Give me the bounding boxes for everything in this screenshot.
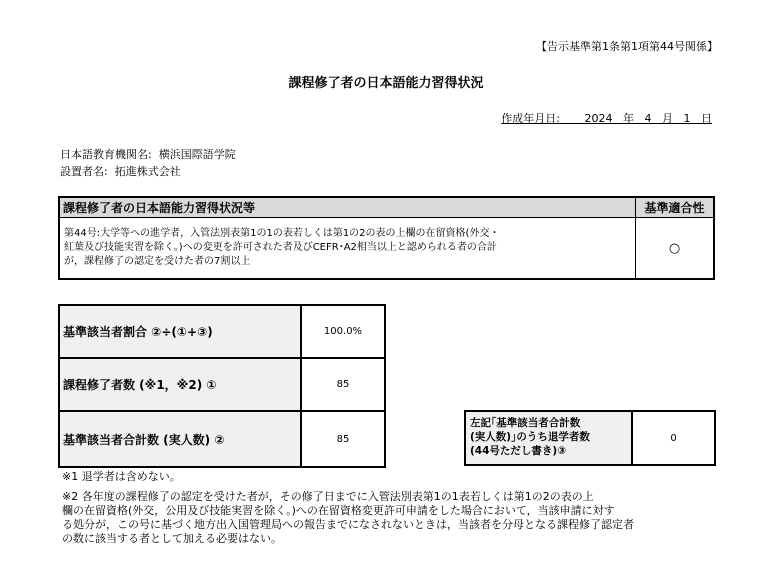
status-table-header: 課程修了者の日本語能力習得状況等 bbox=[59, 197, 636, 218]
date-year-unit: 年 bbox=[623, 112, 634, 125]
withdrawn-label bbox=[466, 412, 631, 464]
date-month-unit: 月 bbox=[662, 112, 673, 125]
ratio-label: 基準該当者割合 ②÷(①+③) bbox=[60, 306, 300, 357]
regulation-reference: 【告示基準第1条第1項第44号関係】 bbox=[536, 40, 718, 53]
date-label: 作成年月日: bbox=[501, 112, 561, 125]
criterion-line: 紅葉及び技能実習を除く。)への変更を許可された者及びCEFR･A2相当以上と認められる者の合計 bbox=[64, 242, 497, 253]
status-table bbox=[58, 196, 715, 280]
note-2 bbox=[62, 490, 712, 546]
creation-date bbox=[420, 110, 712, 126]
date-month: 4 bbox=[644, 112, 652, 125]
criterion-line: が，課程修了の認定を受けた者の7割以上 bbox=[64, 256, 251, 267]
founder-name: 拓進株式会社 bbox=[114, 165, 181, 178]
completers-label: 課程修了者数 (※1，※2) ① bbox=[60, 359, 300, 410]
criterion-line: 第44号:大学等への進学者，入管法別表第1の1の表若しくは第1の2の表の上欄の在留資格(外交・ bbox=[64, 228, 500, 239]
institution-label: 日本語教育機関名: bbox=[60, 148, 152, 161]
qualified-value: 85 bbox=[336, 433, 350, 445]
date-day-unit: 日 bbox=[701, 112, 712, 125]
compliance-mark: ○ bbox=[636, 218, 715, 280]
note-2-line: ※2 各年度の課程修了の認定を受けた者が，その修了日までに入管法別表第1の1表若しくは第1の2の表の上 bbox=[62, 490, 594, 503]
withdrawn-label-line: 左記｢基準該当者合計数 bbox=[470, 417, 581, 429]
withdrawn-value: 0 bbox=[670, 432, 677, 444]
ratio-value: 100.0% bbox=[323, 326, 363, 337]
note-1: ※1 退学者は含めない。 bbox=[62, 470, 181, 483]
date-year: 2024 bbox=[584, 112, 613, 125]
criterion-text bbox=[59, 218, 636, 280]
founder-label: 設置者名: bbox=[60, 165, 108, 178]
institution-name: 横浜国際語学院 bbox=[158, 148, 236, 161]
withdrawn-label-line: (44号ただし書き)③ bbox=[470, 445, 567, 457]
withdrawn-label-line: (実人数)｣のうち退学者数 bbox=[470, 431, 590, 443]
compliance-header: 基準適合性 bbox=[636, 197, 715, 218]
note-2-line: の数に該当する者として加える必要はない。 bbox=[62, 532, 282, 545]
note-2-line: 欄の在留資格(外交，公用及び技能実習を除く。)への在留資格変更許可申請をした場合において，当該申請に対す bbox=[62, 504, 615, 517]
page-title: 課程修了者の日本語能力習得状況 bbox=[288, 76, 484, 91]
founder-line bbox=[60, 163, 181, 179]
date-day: 1 bbox=[683, 112, 691, 125]
qualified-label: 基準該当者合計数 (実人数) ② bbox=[60, 412, 300, 466]
institution-line bbox=[60, 146, 236, 162]
note-2-line: る処分が，この号に基づく地方出入国管理局への報告までになされないときは，当該者を分母となる課程修了認定者 bbox=[62, 518, 634, 531]
completers-value: 85 bbox=[336, 379, 350, 390]
